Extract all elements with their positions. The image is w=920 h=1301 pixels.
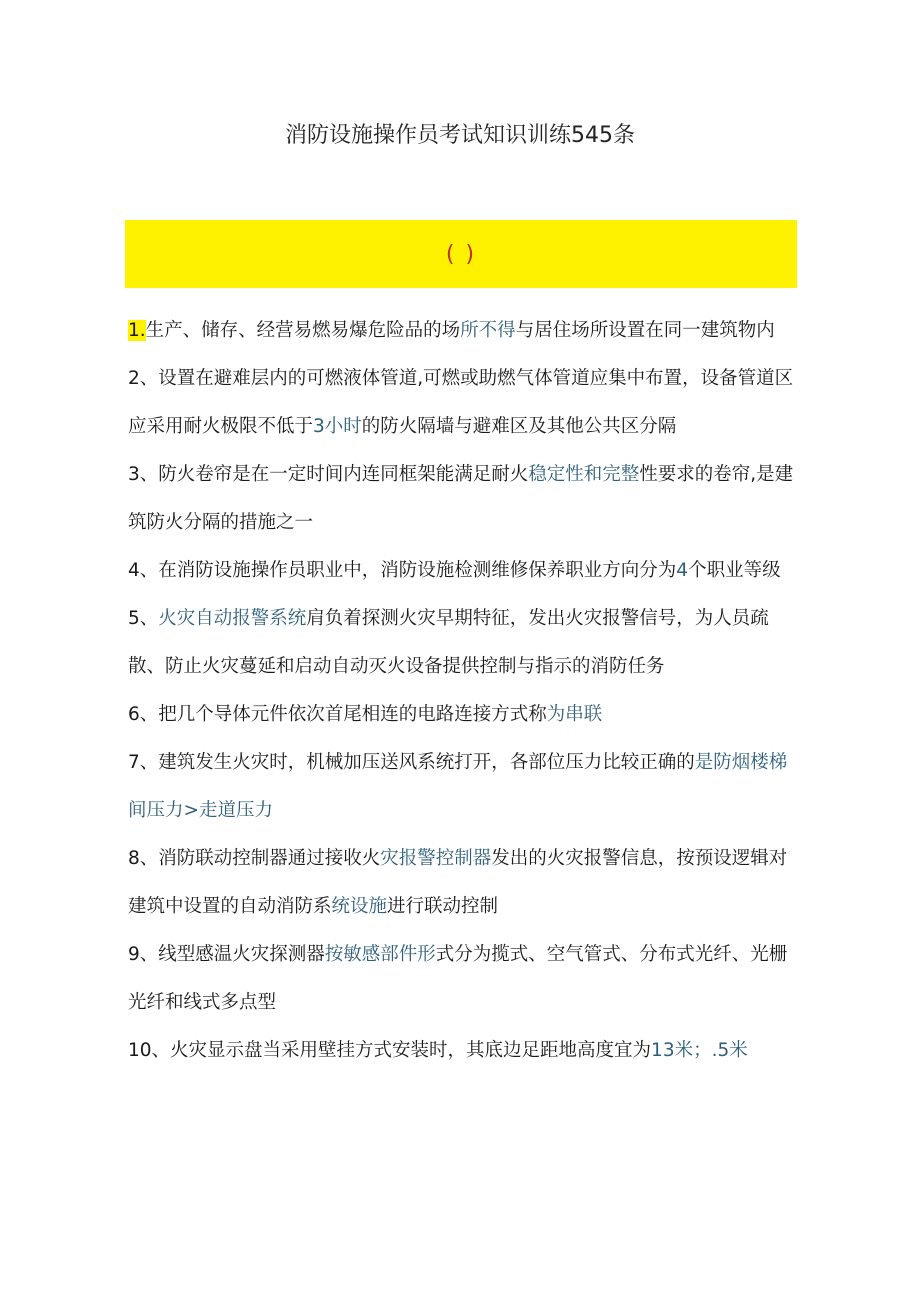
list-item <box>128 547 796 595</box>
item-text: 10、火灾显示盘当采用壁挂方式安装时，其底边足距地高度宜为 <box>128 1040 652 1061</box>
item-text: 进行联动控制 <box>387 896 499 917</box>
highlighted-text: 按敏感部件形 <box>324 944 436 965</box>
document-title: 消防设施操作员考试知识训练545条 <box>285 123 635 148</box>
item-text: 5、 <box>128 608 159 629</box>
item-text: 肩负着探测火灾早期特征，发出火灾报警信号，为人员疏散、防止火灾蔓延和启动自动灭火设备提供控制与指示的消防任务 <box>128 608 769 677</box>
item-text: 9、线型感温火灾探测器 <box>128 944 325 965</box>
list-item <box>128 355 796 451</box>
item-text: 4、在消防设施操作员职业中，消防设施检测维修保养职业方向分为 <box>128 560 677 581</box>
item-text: 与居住场所设置在同一建筑物内 <box>515 320 775 341</box>
highlighted-text: 统设施 <box>331 896 388 917</box>
highlighted-text: 是防烟楼梯间压力>走道压力 <box>128 752 788 821</box>
item-text: 3、防火卷帘是在一定时间内连同框架能满足耐火 <box>128 464 529 485</box>
item-text: 8、消防联动控制器通过接收火 <box>128 848 381 869</box>
item-text: 7、建筑发生火灾时，机械加压送风系统打开，各部位压力比较正确的 <box>128 752 695 773</box>
highlighted-text: 13米；.5米 <box>651 1040 748 1061</box>
section-mark: ( ) <box>445 242 477 267</box>
item-list <box>128 307 796 1075</box>
item-text: 2、设置在避难层内的可燃液体管道,可燃或助燃气体管道应集中布置，设备管道区应采用耐火极限不低于 <box>128 368 794 437</box>
highlighted-text: 为串联 <box>546 704 603 725</box>
section-band <box>125 220 797 288</box>
highlighted-text: 灾报警控制器 <box>380 848 492 869</box>
highlighted-text: 火灾自动报警系统 <box>158 608 307 629</box>
item-number-highlight: 1. <box>128 320 146 341</box>
list-item <box>128 691 796 739</box>
item-text: 性要求的卷帘,是建筑防火分隔的措施之一 <box>128 464 794 533</box>
item-text: 个职业等级 <box>688 560 781 581</box>
highlighted-text: 3小时 <box>313 416 362 437</box>
item-text: 1.生产、储存、经营易燃易爆危险品的场 <box>128 320 461 341</box>
list-item <box>128 835 796 931</box>
list-item <box>128 1027 796 1075</box>
list-item <box>128 307 796 355</box>
highlighted-text: 稳定性和完整 <box>528 464 640 485</box>
list-item <box>128 739 796 835</box>
item-text: 的防火隔墙与避难区及其他公共区分隔 <box>361 416 677 437</box>
list-item <box>128 595 796 691</box>
list-item <box>128 451 796 547</box>
list-item <box>128 931 796 1027</box>
item-text: 6、把几个导体元件依次首尾相连的电路连接方式称 <box>128 704 547 725</box>
item-text: 式分为揽式、空气管式、分布式光纤、光栅光纤和线式多点型 <box>128 944 788 1013</box>
highlighted-text: 4 <box>676 560 689 581</box>
highlighted-text: 所不得 <box>460 320 516 341</box>
item-text: 发出的火灾报警信息，按预设逻辑对建筑中设置的自动消防系 <box>128 848 788 917</box>
